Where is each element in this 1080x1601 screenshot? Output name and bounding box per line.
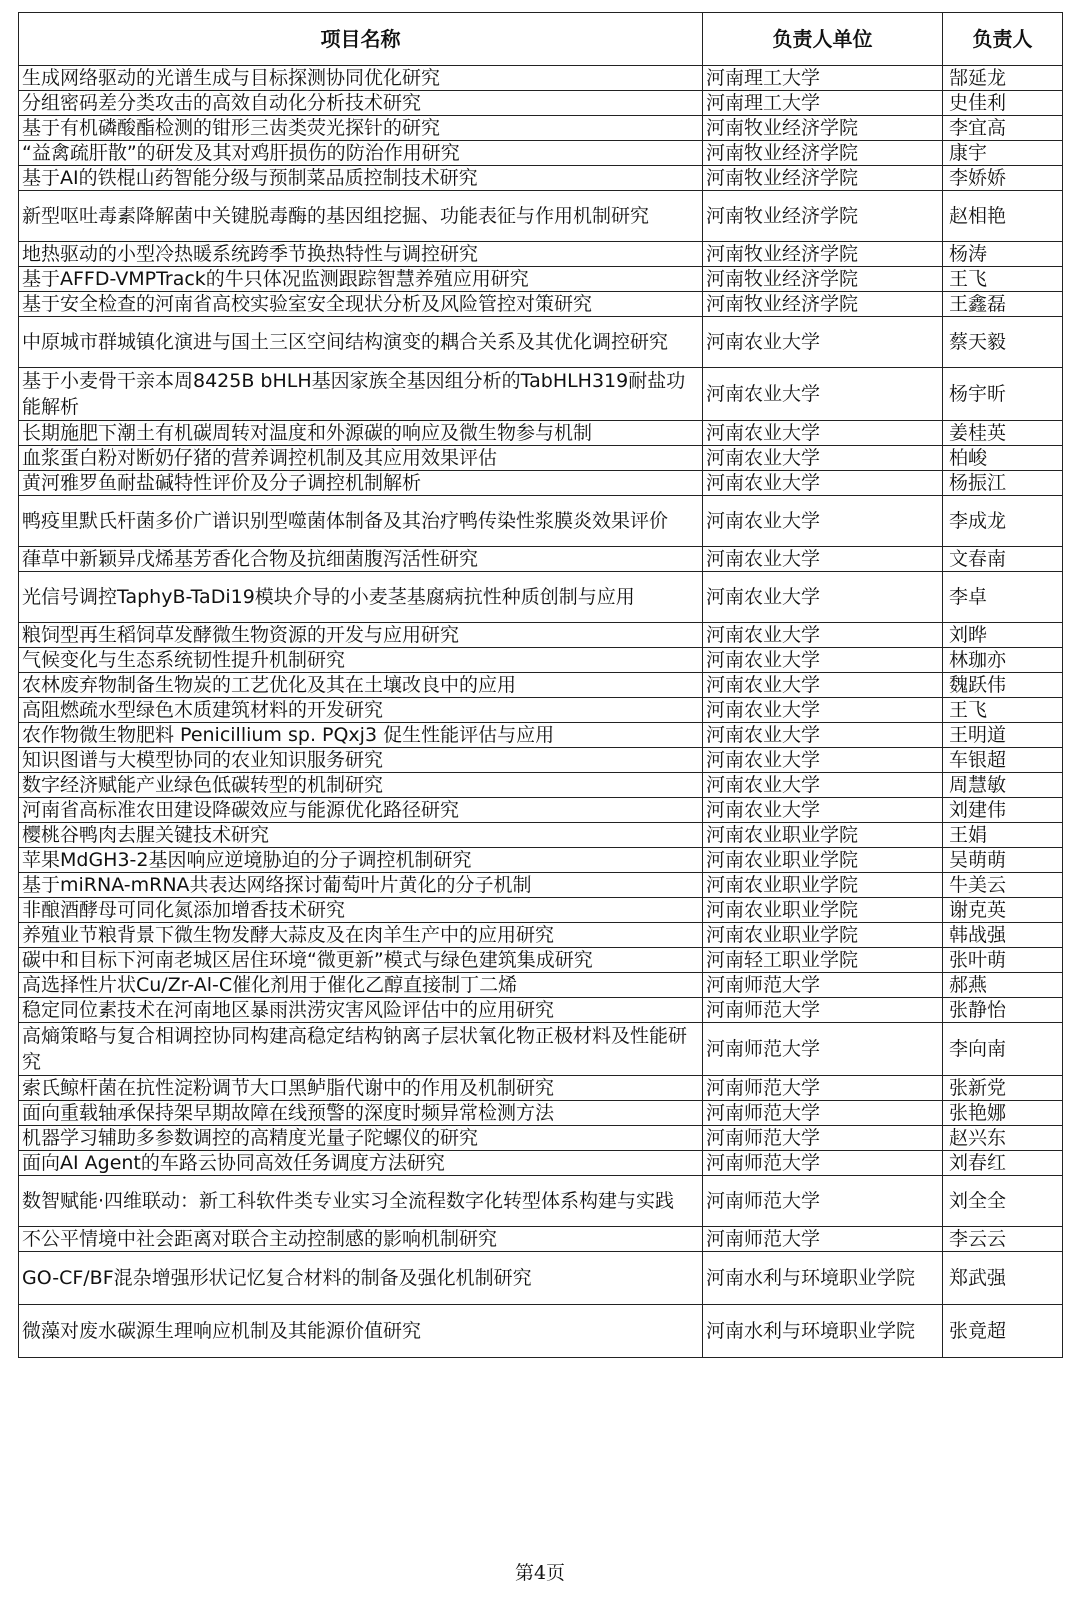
cell-project-name: 中原城市群城镇化演进与国土三区空间结构演变的耦合关系及其优化调控研究: [19, 317, 703, 368]
cell-leader: 杨宇昕: [943, 368, 1063, 421]
cell-leader: 李云云: [943, 1227, 1063, 1252]
cell-unit: 河南牧业经济学院: [703, 242, 943, 267]
cell-leader: 郑武强: [943, 1252, 1063, 1305]
cell-project-name: 鸭疫里默氏杆菌多价广谱识别型噬菌体制备及其治疗鸭传染性浆膜炎效果评价: [19, 496, 703, 547]
cell-unit: 河南师范大学: [703, 1023, 943, 1076]
table-row: [19, 698, 1063, 723]
table-row: [19, 572, 1063, 623]
table-row: [19, 1076, 1063, 1101]
cell-leader: 杨涛: [943, 242, 1063, 267]
cell-project-name: 基于AFFD-VMPTrack的牛只体况监测跟踪智慧养殖应用研究: [19, 267, 703, 292]
cell-unit: 河南农业大学: [703, 623, 943, 648]
table-row: [19, 823, 1063, 848]
cell-unit: 河南农业职业学院: [703, 923, 943, 948]
page-number: 第4页: [514, 1562, 566, 1584]
cell-unit: 河南农业职业学院: [703, 823, 943, 848]
cell-leader: 魏跃伟: [943, 673, 1063, 698]
cell-unit: 河南农业大学: [703, 648, 943, 673]
table-header-row: [19, 13, 1063, 66]
cell-unit: 河南农业职业学院: [703, 873, 943, 898]
cell-unit: 河南农业大学: [703, 572, 943, 623]
cell-leader: 李宜高: [943, 116, 1063, 141]
cell-unit: 河南农业职业学院: [703, 898, 943, 923]
cell-project-name: 微藻对废水碳源生理响应机制及其能源价值研究: [19, 1305, 703, 1358]
cell-leader: 赵相艳: [943, 191, 1063, 242]
cell-unit: 河南农业大学: [703, 471, 943, 496]
cell-unit: 河南牧业经济学院: [703, 191, 943, 242]
table-row: [19, 191, 1063, 242]
cell-project-name: 数智赋能·四维联动：新工科软件类专业实习全流程数字化转型体系构建与实践: [19, 1176, 703, 1227]
cell-leader: 姜桂英: [943, 421, 1063, 446]
table-row: [19, 773, 1063, 798]
cell-project-name: 农作物微生物肥料 Penicillium sp. PQxj3 促生性能评估与应用: [19, 723, 703, 748]
cell-leader: 史佳利: [943, 91, 1063, 116]
cell-unit: 河南水利与环境职业学院: [703, 1252, 943, 1305]
header-project-name: 项目名称: [19, 13, 703, 66]
table-row: [19, 242, 1063, 267]
table-row: [19, 948, 1063, 973]
cell-leader: 郝燕: [943, 973, 1063, 998]
cell-leader: 李娇娇: [943, 166, 1063, 191]
cell-leader: 车银超: [943, 748, 1063, 773]
cell-project-name: 基于安全检查的河南省高校实验室安全现状分析及风险管控对策研究: [19, 292, 703, 317]
cell-leader: 牛美云: [943, 873, 1063, 898]
cell-project-name: 高选择性片状Cu/Zr-Al-C催化剂用于催化乙醇直接制丁二烯: [19, 973, 703, 998]
table-row: [19, 547, 1063, 572]
cell-project-name: 血浆蛋白粉对断奶仔猪的营养调控机制及其应用效果评估: [19, 446, 703, 471]
table-row: [19, 748, 1063, 773]
cell-project-name: 机器学习辅助多参数调控的高精度光量子陀螺仪的研究: [19, 1126, 703, 1151]
table-row: [19, 998, 1063, 1023]
cell-leader: 张叶萌: [943, 948, 1063, 973]
cell-project-name: 地热驱动的小型冷热暖系统跨季节换热特性与调控研究: [19, 242, 703, 267]
cell-leader: 吴萌萌: [943, 848, 1063, 873]
cell-unit: 河南牧业经济学院: [703, 166, 943, 191]
cell-leader: 李成龙: [943, 496, 1063, 547]
cell-leader: 张新党: [943, 1076, 1063, 1101]
cell-project-name: 黄河雅罗鱼耐盐碱特性评价及分子调控机制解析: [19, 471, 703, 496]
table-row: [19, 1252, 1063, 1305]
cell-project-name: 河南省高标准农田建设降碳效应与能源优化路径研究: [19, 798, 703, 823]
cell-leader: 柏峻: [943, 446, 1063, 471]
cell-project-name: 索氏鲸杆菌在抗性淀粉调节大口黑鲈脂代谢中的作用及机制研究: [19, 1076, 703, 1101]
table-row: [19, 496, 1063, 547]
cell-project-name: 苹果MdGH3-2基因响应逆境胁迫的分子调控机制研究: [19, 848, 703, 873]
cell-unit: 河南水利与环境职业学院: [703, 1305, 943, 1358]
cell-project-name: 基于miRNA-mRNA共表达网络探讨葡萄叶片黄化的分子机制: [19, 873, 703, 898]
cell-unit: 河南师范大学: [703, 973, 943, 998]
header-unit: 负责人单位: [703, 13, 943, 66]
cell-project-name: 葎草中新颖异戊烯基芳香化合物及抗细菌腹泻活性研究: [19, 547, 703, 572]
cell-leader: 王明道: [943, 723, 1063, 748]
table-row: [19, 91, 1063, 116]
table-row: [19, 1305, 1063, 1358]
cell-leader: 李卓: [943, 572, 1063, 623]
cell-leader: 王鑫磊: [943, 292, 1063, 317]
cell-leader: 刘春红: [943, 1151, 1063, 1176]
cell-project-name: 非酿酒酵母可同化氮添加增香技术研究: [19, 898, 703, 923]
cell-project-name: 基于AI的铁棍山药智能分级与预制菜品质控制技术研究: [19, 166, 703, 191]
cell-leader: 谢克英: [943, 898, 1063, 923]
table-row: [19, 1176, 1063, 1227]
cell-unit: 河南牧业经济学院: [703, 116, 943, 141]
cell-project-name: 高阻燃疏水型绿色木质建筑材料的开发研究: [19, 698, 703, 723]
cell-unit: 河南理工大学: [703, 91, 943, 116]
cell-unit: 河南农业大学: [703, 496, 943, 547]
cell-leader: 张竟超: [943, 1305, 1063, 1358]
cell-unit: 河南师范大学: [703, 998, 943, 1023]
cell-unit: 河南师范大学: [703, 1101, 943, 1126]
cell-unit: 河南农业大学: [703, 698, 943, 723]
cell-unit: 河南师范大学: [703, 1151, 943, 1176]
cell-project-name: 农林废弃物制备生物炭的工艺优化及其在土壤改良中的应用: [19, 673, 703, 698]
cell-unit: 河南农业大学: [703, 773, 943, 798]
cell-unit: 河南师范大学: [703, 1126, 943, 1151]
cell-project-name: 光信号调控TaphyB-TaDi19模块介导的小麦茎基腐病抗性种质创制与应用: [19, 572, 703, 623]
table-row: [19, 421, 1063, 446]
table-row: [19, 673, 1063, 698]
cell-project-name: 数字经济赋能产业绿色低碳转型的机制研究: [19, 773, 703, 798]
cell-unit: 河南师范大学: [703, 1076, 943, 1101]
cell-unit: 河南牧业经济学院: [703, 141, 943, 166]
table-row: [19, 1126, 1063, 1151]
cell-unit: 河南师范大学: [703, 1227, 943, 1252]
table-row: [19, 66, 1063, 91]
table-row: [19, 798, 1063, 823]
cell-leader: 郜延龙: [943, 66, 1063, 91]
table-row: [19, 292, 1063, 317]
project-table: [18, 12, 1063, 1358]
table-row: [19, 368, 1063, 421]
cell-leader: 刘全全: [943, 1176, 1063, 1227]
cell-unit: 河南农业大学: [703, 547, 943, 572]
table-row: [19, 116, 1063, 141]
cell-project-name: “益禽疏肝散”的研发及其对鸡肝损伤的防治作用研究: [19, 141, 703, 166]
cell-unit: 河南农业大学: [703, 723, 943, 748]
cell-unit: 河南轻工职业学院: [703, 948, 943, 973]
table-row: [19, 446, 1063, 471]
table-row: [19, 267, 1063, 292]
cell-project-name: 高熵策略与复合相调控协同构建高稳定结构钠离子层状氧化物正极材料及性能研究: [19, 1023, 703, 1076]
cell-unit: 河南农业大学: [703, 317, 943, 368]
table-row: [19, 648, 1063, 673]
cell-project-name: 面向重载轴承保持架早期故障在线预警的深度时频异常检测方法: [19, 1101, 703, 1126]
cell-unit: 河南农业大学: [703, 446, 943, 471]
cell-project-name: 分组密码差分类攻击的高效自动化分析技术研究: [19, 91, 703, 116]
cell-unit: 河南农业职业学院: [703, 848, 943, 873]
cell-leader: 刘晔: [943, 623, 1063, 648]
cell-leader: 李向南: [943, 1023, 1063, 1076]
table-body: [19, 66, 1063, 1358]
cell-leader: 赵兴东: [943, 1126, 1063, 1151]
table-row: [19, 898, 1063, 923]
cell-project-name: 养殖业节粮背景下微生物发酵大蒜皮及在肉羊生产中的应用研究: [19, 923, 703, 948]
table-row: [19, 923, 1063, 948]
table-row: [19, 1151, 1063, 1176]
cell-leader: 文春南: [943, 547, 1063, 572]
cell-project-name: 樱桃谷鸭肉去腥关键技术研究: [19, 823, 703, 848]
header-leader: 负责人: [943, 13, 1063, 66]
table-row: [19, 973, 1063, 998]
cell-project-name: 稳定同位素技术在河南地区暴雨洪涝灾害风险评估中的应用研究: [19, 998, 703, 1023]
table-row: [19, 141, 1063, 166]
cell-project-name: GO-CF/BF混杂增强形状记忆复合材料的制备及强化机制研究: [19, 1252, 703, 1305]
cell-unit: 河南农业大学: [703, 368, 943, 421]
cell-leader: 康宇: [943, 141, 1063, 166]
cell-leader: 张艳娜: [943, 1101, 1063, 1126]
cell-project-name: 基于有机磷酸酯检测的钳形三齿类荧光探针的研究: [19, 116, 703, 141]
table-row: [19, 848, 1063, 873]
cell-project-name: 面向AI Agent的车路云协同高效任务调度方法研究: [19, 1151, 703, 1176]
table-row: [19, 1023, 1063, 1076]
table-row: [19, 166, 1063, 191]
cell-unit: 河南师范大学: [703, 1176, 943, 1227]
cell-project-name: 知识图谱与大模型协同的农业知识服务研究: [19, 748, 703, 773]
table-row: [19, 623, 1063, 648]
cell-project-name: 基于小麦骨干亲本周8425B bHLH基因家族全基因组分析的TabHLH319耐盐功能解析: [19, 368, 703, 421]
cell-project-name: 生成网络驱动的光谱生成与目标探测协同优化研究: [19, 66, 703, 91]
cell-unit: 河南农业大学: [703, 748, 943, 773]
table-row: [19, 873, 1063, 898]
cell-leader: 张静怡: [943, 998, 1063, 1023]
cell-unit: 河南理工大学: [703, 66, 943, 91]
table-row: [19, 1101, 1063, 1126]
cell-leader: 王娟: [943, 823, 1063, 848]
cell-unit: 河南农业大学: [703, 798, 943, 823]
cell-project-name: 长期施肥下潮土有机碳周转对温度和外源碳的响应及微生物参与机制: [19, 421, 703, 446]
table-row: [19, 1227, 1063, 1252]
table-row: [19, 317, 1063, 368]
cell-project-name: 气候变化与生态系统韧性提升机制研究: [19, 648, 703, 673]
table-row: [19, 471, 1063, 496]
cell-unit: 河南牧业经济学院: [703, 292, 943, 317]
cell-leader: 王飞: [943, 267, 1063, 292]
cell-project-name: 新型呕吐毒素降解菌中关键脱毒酶的基因组挖掘、功能表征与作用机制研究: [19, 191, 703, 242]
cell-project-name: 不公平情境中社会距离对联合主动控制感的影响机制研究: [19, 1227, 703, 1252]
cell-leader: 周慧敏: [943, 773, 1063, 798]
cell-leader: 林珈亦: [943, 648, 1063, 673]
cell-leader: 刘建伟: [943, 798, 1063, 823]
table-row: [19, 723, 1063, 748]
cell-leader: 杨振江: [943, 471, 1063, 496]
cell-leader: 韩战强: [943, 923, 1063, 948]
cell-leader: 蔡天毅: [943, 317, 1063, 368]
cell-unit: 河南农业大学: [703, 421, 943, 446]
cell-project-name: 粮饲型再生稻饲草发酵微生物资源的开发与应用研究: [19, 623, 703, 648]
cell-unit: 河南牧业经济学院: [703, 267, 943, 292]
cell-leader: 王飞: [943, 698, 1063, 723]
cell-unit: 河南农业大学: [703, 673, 943, 698]
cell-project-name: 碳中和目标下河南老城区居住环境“微更新”模式与绿色建筑集成研究: [19, 948, 703, 973]
